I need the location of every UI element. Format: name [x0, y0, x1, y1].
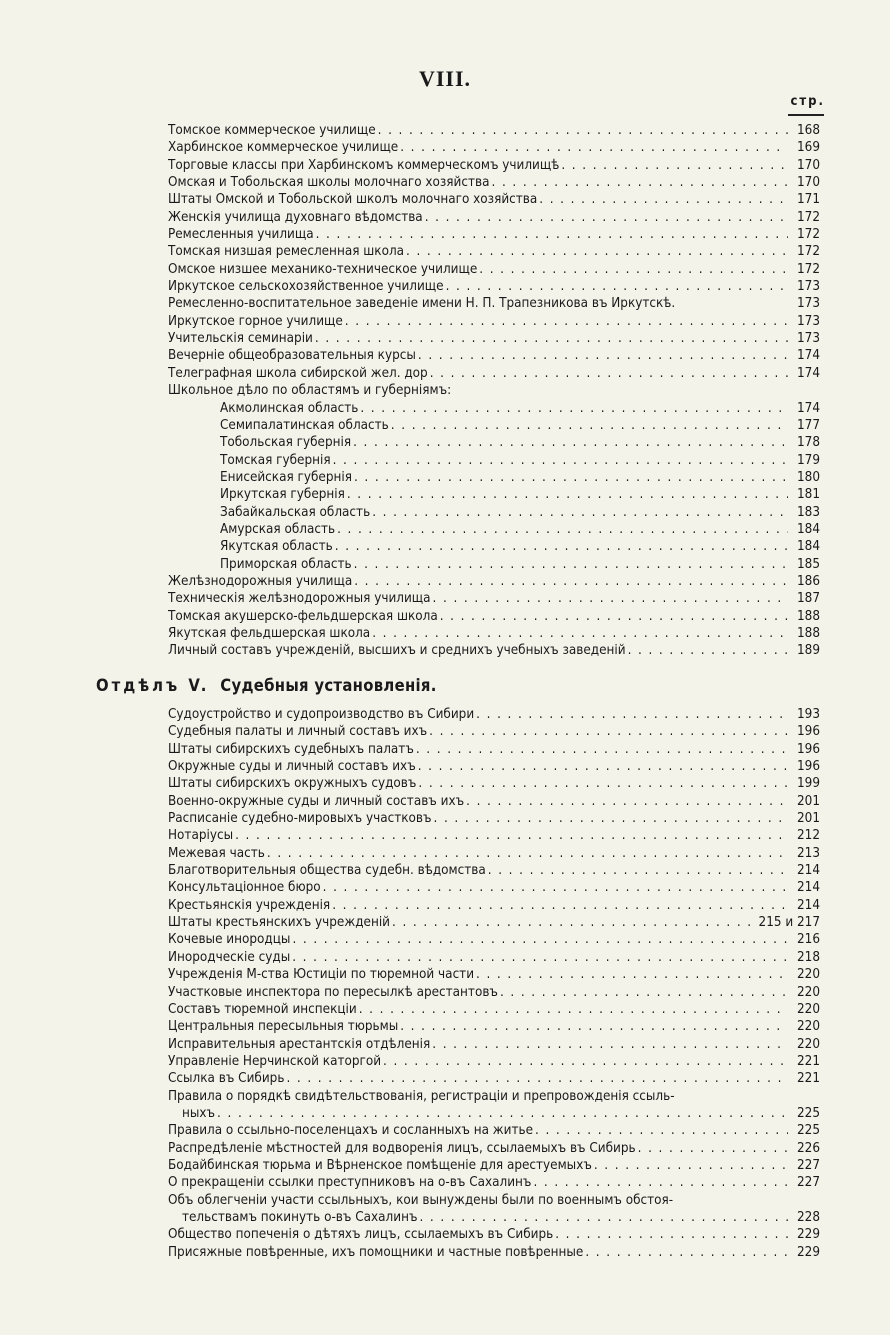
toc-entry-page: 189 [797, 643, 820, 659]
toc-entry-page: 214 [797, 897, 820, 913]
toc-entry-title: Консультаціонное бюро [168, 880, 321, 896]
toc-entry [168, 1122, 820, 1139]
toc-entry-page: 188 [797, 625, 820, 641]
toc-entry-page: 199 [797, 776, 820, 792]
toc-entry-page: 172 [797, 209, 820, 225]
toc-entry-title: Личный составъ учрежденій, высшихъ и среднихъ учебныхъ заведеній [168, 643, 626, 659]
toc-entry [168, 573, 820, 590]
dot-leader [555, 1226, 788, 1243]
toc-entry-page: 173 [797, 279, 820, 295]
toc-entry [168, 157, 820, 174]
dot-leader [378, 122, 788, 139]
toc-entry-page: 173 [797, 296, 820, 312]
dot-leader [353, 434, 788, 451]
toc-entry-title: Правила о ссыльно-поселенцахъ и сосланныхъ на житье [168, 1123, 533, 1139]
toc-entry-title: Томская губернія [220, 452, 331, 468]
toc-entry-page: 220 [797, 1019, 820, 1035]
toc-entry [168, 434, 820, 451]
toc-entry [168, 1140, 820, 1157]
toc-entry-page: 187 [797, 591, 820, 607]
toc-entry [168, 122, 820, 139]
dot-leader [440, 608, 788, 625]
toc-entry-page: 229 [797, 1244, 820, 1260]
toc-entry-page: 188 [797, 608, 820, 624]
toc-entry [168, 810, 820, 827]
toc-entry-title: Харбинское коммерческое училище [168, 140, 399, 156]
toc-entry-title: Ссылка въ Сибирь [168, 1071, 285, 1087]
toc-entry-page: 169 [797, 140, 820, 156]
dot-leader [267, 845, 788, 862]
toc-entry-page: 184 [797, 521, 820, 537]
toc-entry-page: 180 [797, 469, 820, 485]
toc-entry-page: 212 [797, 828, 820, 844]
toc-entry-page: 196 [797, 724, 820, 740]
dot-leader [235, 827, 788, 844]
toc-entry-title: Крестьянскія учрежденія [168, 897, 331, 913]
toc-entry [168, 313, 820, 330]
dot-leader [316, 226, 788, 243]
toc-entry [168, 191, 820, 208]
dot-leader [446, 278, 788, 295]
dot-leader [429, 723, 788, 740]
toc-entry-page: 201 [797, 811, 820, 827]
toc-entry [168, 556, 820, 573]
toc-entry [168, 625, 820, 642]
toc-entry-page: 229 [797, 1227, 820, 1243]
dot-leader [347, 486, 788, 503]
dot-leader [585, 1244, 788, 1261]
toc-entry-title: Объ облегченіи участи ссыльныхъ, кои вынуждены были по военнымъ обстоя- [168, 1192, 674, 1208]
toc-entry-title: Распредѣленіе мѣстностей для водворенія лицъ, ссылаемыхъ въ Сибирь [168, 1140, 636, 1156]
dot-leader [359, 1001, 788, 1018]
toc-entry-title: Управленіе Нерчинской каторгой [168, 1053, 382, 1069]
dot-leader [315, 330, 788, 347]
dot-leader [391, 417, 788, 434]
toc-entry-page: 174 [797, 348, 820, 364]
toc-entry [168, 1105, 820, 1122]
toc-entry [168, 226, 820, 243]
toc-entry-title: Штаты сибирскихъ окружныхъ судовъ [168, 776, 417, 792]
toc-entry-title: Тобольская губернія [220, 435, 352, 451]
toc-entry [168, 862, 820, 879]
toc-entry-page: 174 [797, 365, 820, 381]
toc-entry-page: 220 [797, 967, 820, 983]
toc-entry-page: 213 [797, 845, 820, 861]
toc-entry-title: Акмолинская область [220, 400, 359, 416]
toc-entry [168, 1070, 820, 1087]
dot-leader [430, 365, 788, 382]
toc-entry [168, 469, 820, 486]
toc-entry-title: Окружные суды и личный составъ ихъ [168, 759, 416, 775]
toc-entry-page: 227 [797, 1157, 820, 1173]
toc-entry-page: 172 [797, 261, 820, 277]
toc-entry [168, 382, 820, 399]
toc-entry [168, 1001, 820, 1018]
dot-leader [406, 243, 788, 260]
dot-leader [372, 625, 788, 642]
toc-entry-title: ныхъ [182, 1105, 216, 1121]
toc-entry-title: О прекращеніи ссылки преступниковъ на о-въ Сахалинъ [168, 1175, 532, 1191]
dot-leader [333, 452, 788, 469]
toc-entry-title: Томская низшая ремесленная школа [168, 244, 405, 260]
toc-entry [168, 330, 820, 347]
toc-entry-page: 183 [797, 504, 820, 520]
toc-entry-title: Учрежденія М-ства Юстиціи по тюремной части [168, 967, 475, 983]
toc-entry [168, 897, 820, 914]
toc-entry-page: 171 [797, 192, 820, 208]
toc-entry [168, 1244, 820, 1261]
dot-leader [500, 984, 788, 1001]
toc-entry-page: 218 [797, 949, 820, 965]
toc-entry-title: Расписаніе судебно-мировыхъ участковъ [168, 811, 432, 827]
toc-entry [168, 949, 820, 966]
toc-entry [168, 1036, 820, 1053]
toc-entry-title: Центральныя пересыльныя тюрьмы [168, 1019, 399, 1035]
toc-entry-page: 173 [797, 313, 820, 329]
toc-entry [168, 1226, 820, 1243]
dot-leader [360, 400, 788, 417]
toc-entry [168, 365, 820, 382]
toc-entry [168, 590, 820, 607]
toc-entry-title: Приморская область [220, 556, 352, 572]
toc-entry [168, 758, 820, 775]
toc-entry-title: Участковые инспектора по пересылкѣ арестантовъ [168, 984, 498, 1000]
toc-entry-title: Енисейская губернія [220, 469, 352, 485]
toc-entry [168, 139, 820, 156]
toc-entry [168, 209, 820, 226]
toc-entry [168, 261, 820, 278]
dot-leader [419, 1209, 788, 1226]
toc-entry-title: Амурская область [220, 521, 336, 537]
dot-leader [466, 793, 788, 810]
toc-entry [168, 1018, 820, 1035]
toc-entry-page: 170 [797, 157, 820, 173]
toc-entry-title: Омское низшее механико-техническое училище [168, 261, 478, 277]
toc-entry [168, 486, 820, 503]
toc-entry-page: 179 [797, 452, 820, 468]
dot-leader [332, 897, 788, 914]
toc-entry-page: 184 [797, 539, 820, 555]
toc-entry-title: Ремесленно-воспитательное заведеніе имени Н. П. Трапезникова въ Иркутскѣ. [168, 296, 676, 312]
toc-entry-page: 178 [797, 435, 820, 451]
toc-entry [168, 706, 820, 723]
toc-entry-title: Кочевые инородцы [168, 932, 291, 948]
page-number: VIII. [418, 66, 472, 91]
toc-entry-page: 181 [797, 487, 820, 503]
section-5-title: Судебныя установленія. [220, 676, 437, 695]
toc-entry [168, 278, 820, 295]
toc-entry-page: 173 [797, 331, 820, 347]
dot-leader [323, 879, 788, 896]
toc-entry-title: Штаты крестьянскихъ учрежденій [168, 915, 390, 931]
toc-entry-title: Торговые классы при Харбинскомъ коммерческомъ училищѣ [168, 157, 560, 173]
toc-entry-page: 172 [797, 227, 820, 243]
toc-entry-title: Штаты Омской и Тобольской школъ молочнаго хозяйства [168, 192, 538, 208]
toc-entry [168, 243, 820, 260]
toc-entry-title: Женскія училища духовнаго вѣдомства [168, 209, 423, 225]
dot-leader [418, 347, 788, 364]
toc-entry-title: Ремесленныя училища [168, 227, 314, 243]
toc-entry-title: Бодайбинская тюрьма и Вѣрненское помѣщеніе для арестуемыхъ [168, 1157, 592, 1173]
toc-entry-title: Военно-окружные суды и личный составъ ихъ [168, 793, 465, 809]
toc-entry [168, 1192, 820, 1209]
dot-leader [425, 209, 788, 226]
toc-entry [168, 723, 820, 740]
dot-leader [561, 157, 788, 174]
section-5-prefix: Отдѣлъ V. [96, 676, 210, 695]
toc-entry-page: 214 [797, 880, 820, 896]
toc-entry-page: 220 [797, 984, 820, 1000]
toc-entry-page: 196 [797, 759, 820, 775]
toc-entry [168, 452, 820, 469]
dot-leader [433, 590, 788, 607]
toc-entry-title: Межевая часть [168, 845, 265, 861]
toc-entry-title: Общество попеченія о дѣтяхъ лицъ, ссылаемыхъ въ Сибирь [168, 1227, 554, 1243]
toc-entry [168, 608, 820, 625]
dot-leader [372, 504, 788, 521]
toc-entry-page: 170 [797, 175, 820, 191]
dot-leader [476, 966, 788, 983]
dot-leader [418, 758, 788, 775]
toc-entry-title: Учительскія семинаріи [168, 331, 313, 347]
toc-entry [168, 400, 820, 417]
toc-entry-page: 186 [797, 573, 820, 589]
toc-entry-title: Судоустройство и судопроизводство въ Сибири [168, 707, 475, 722]
toc-entry-page: 201 [797, 793, 820, 809]
dot-leader [354, 573, 788, 590]
dot-leader [286, 1070, 788, 1087]
toc-entry-title: Нотаріусы [168, 828, 234, 844]
dot-leader [392, 914, 757, 931]
toc-entry [168, 845, 820, 862]
toc-entry [168, 879, 820, 896]
dot-leader [418, 775, 788, 792]
toc-entry [168, 174, 820, 191]
toc-entry-title: Желѣзнодорожныя училища [168, 573, 353, 589]
toc-entry-title: Иркутское горное училище [168, 313, 343, 329]
toc-entry [168, 775, 820, 792]
dot-leader [539, 191, 788, 208]
toc-entry-title: Якутская фельдшерская школа [168, 625, 371, 641]
toc-entry-page: 174 [797, 400, 820, 416]
toc-entry [168, 1053, 820, 1070]
toc-entry [168, 642, 820, 659]
dot-leader [476, 706, 788, 723]
toc-entry-title: Благотворительныя общества судебн. вѣдомства [168, 863, 486, 879]
toc-entry [168, 931, 820, 948]
dot-leader [594, 1157, 788, 1174]
toc-entry [168, 984, 820, 1001]
toc-entry-title: Присяжные повѣренные, ихъ помощники и частные повѣренные [168, 1244, 584, 1260]
dot-leader [535, 1122, 788, 1139]
toc-entry [168, 793, 820, 810]
dot-leader [628, 642, 788, 659]
dot-leader [416, 741, 788, 758]
toc-entry-title: Исправительныя арестантскія отдѣленія [168, 1036, 431, 1052]
dot-leader [354, 469, 788, 486]
dot-leader [292, 949, 788, 966]
toc-entry-page: 225 [797, 1123, 820, 1139]
toc-entry-title: Вечерніе общеобразовательныя курсы [168, 348, 416, 364]
toc-entry-title: Иркутская губернія [220, 487, 345, 503]
toc-entry-page: 220 [797, 1036, 820, 1052]
dot-leader [434, 810, 788, 827]
toc-entry-page: 172 [797, 244, 820, 260]
dot-leader [492, 174, 789, 191]
toc-entry-title: Составъ тюремной инспекціи [168, 1001, 357, 1017]
toc-entry-title: Томская акушерско-фельдшерская школа [168, 608, 438, 624]
toc-section-4 [168, 122, 820, 660]
toc-entry-page: 216 [797, 932, 820, 948]
toc-entry-page: 221 [797, 1053, 820, 1069]
toc-entry-page: 185 [797, 556, 820, 572]
toc-entry [168, 538, 820, 555]
toc-entry [168, 347, 820, 364]
dot-leader [217, 1105, 788, 1122]
toc-entry-page: 225 [797, 1105, 820, 1121]
toc-entry [168, 1088, 820, 1105]
dot-leader [383, 1053, 788, 1070]
toc-entry-page: 196 [797, 741, 820, 757]
dot-leader [533, 1174, 788, 1191]
column-header-rule [788, 114, 824, 116]
toc-entry-page: 215 и 217 [758, 915, 820, 931]
toc-entry [168, 741, 820, 758]
toc-entry [168, 295, 820, 312]
toc-entry [168, 966, 820, 983]
toc-section-5 [168, 706, 820, 1261]
toc-entry [168, 914, 820, 931]
toc-entry-title: Семипалатинская область [220, 417, 389, 433]
dot-leader [292, 931, 788, 948]
toc-entry-page: 193 [797, 707, 820, 722]
toc-entry-title: Техническія желѣзнодорожныя училища [168, 591, 431, 607]
toc-entry [168, 1157, 820, 1174]
toc-entry [168, 1174, 820, 1191]
toc-entry-page: 226 [797, 1140, 820, 1156]
toc-entry-page: 220 [797, 1001, 820, 1017]
toc-entry-title: Штаты сибирскихъ судебныхъ палатъ [168, 741, 414, 757]
toc-entry-title: Забайкальская область [220, 504, 371, 520]
dot-leader [432, 1036, 788, 1053]
toc-entry [168, 827, 820, 844]
toc-entry-page: 227 [797, 1175, 820, 1191]
toc-entry-title: Томское коммерческое училище [168, 123, 376, 138]
dot-leader [400, 139, 788, 156]
dot-leader [337, 521, 788, 538]
toc-entry-title: Инородческіе суды [168, 949, 291, 965]
dot-leader [400, 1018, 788, 1035]
toc-entry-title: Якутская область [220, 539, 333, 555]
section-5-heading [96, 676, 437, 695]
dot-leader [354, 556, 788, 573]
toc-entry [168, 417, 820, 434]
toc-entry-page: 221 [797, 1071, 820, 1087]
toc-entry-page: 214 [797, 863, 820, 879]
toc-entry-title: Судебныя палаты и личный составъ ихъ [168, 724, 428, 740]
toc-entry [168, 504, 820, 521]
toc-entry-title: Иркутское сельскохозяйственное училище [168, 279, 444, 295]
toc-entry-title: Омская и Тобольская школы молочнаго хозяйства [168, 175, 490, 191]
dot-leader [479, 261, 788, 278]
toc-entry-title: Школьное дѣло по областямъ и губерніямъ: [168, 383, 452, 399]
toc-entry [168, 1209, 820, 1226]
dot-leader [488, 862, 788, 879]
dot-leader [335, 538, 788, 555]
toc-entry-page: 177 [797, 417, 820, 433]
dot-leader [345, 313, 788, 330]
toc-entry-title: Правила о порядкѣ свидѣтельствованія, регистраціи и препровожденія ссыль- [168, 1088, 675, 1104]
toc-entry-page: 168 [797, 123, 820, 138]
page-column-header: стр. [790, 94, 825, 109]
toc-entry-page: 228 [797, 1209, 820, 1225]
toc-entry [168, 521, 820, 538]
toc-entry-title: тельствамъ покинуть о-въ Сахалинъ [182, 1209, 418, 1225]
toc-entry-title: Телеграфная школа сибирской жел. дор [168, 365, 428, 381]
dot-leader [638, 1140, 788, 1157]
